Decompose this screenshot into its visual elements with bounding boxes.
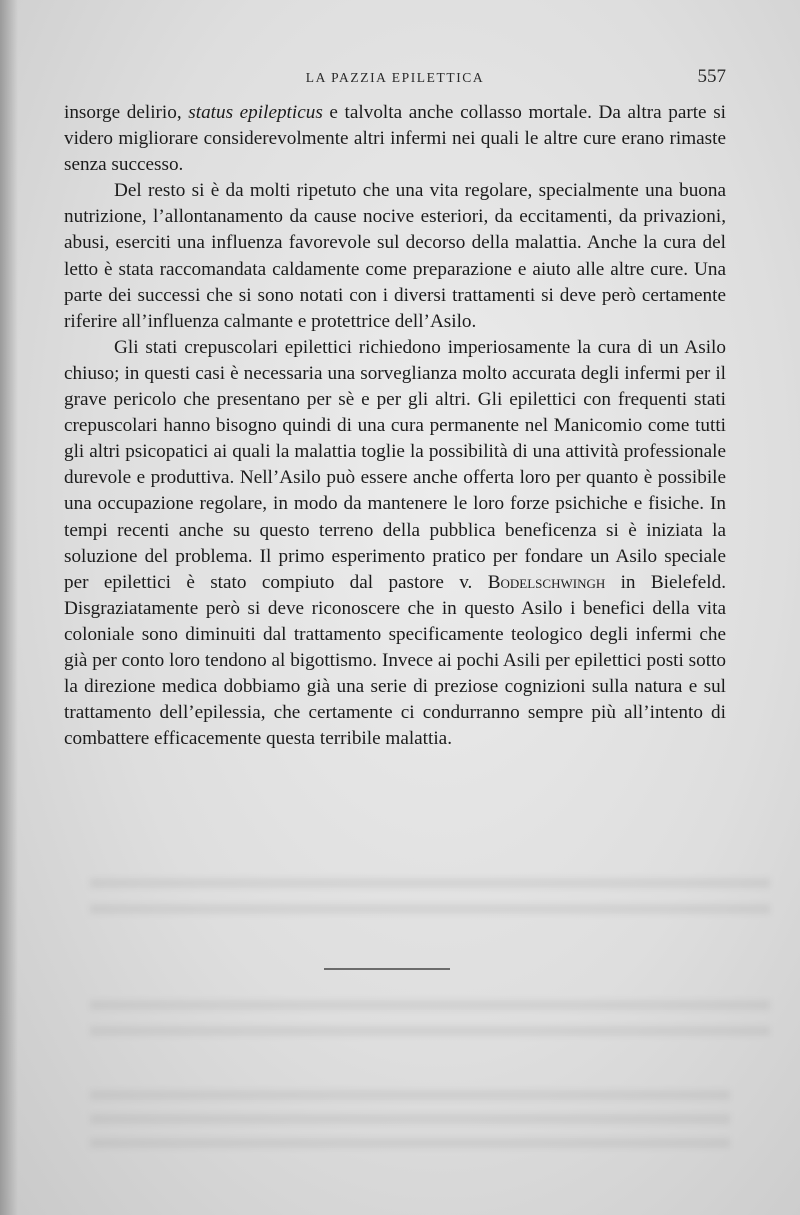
author-name: Bodelschwingh — [487, 571, 606, 593]
page-header — [64, 66, 726, 88]
show-through-bleed — [90, 1090, 730, 1100]
show-through-bleed — [90, 878, 770, 888]
show-through-bleed — [90, 904, 770, 914]
body-text — [64, 100, 726, 752]
show-through-bleed — [90, 1000, 770, 1010]
section-divider — [324, 968, 450, 970]
show-through-bleed — [90, 1026, 770, 1036]
text-segment: Gli stati crepuscolari epilettici richiedono imperiosamente la cura di un Asilo chiuso; in questi casi è necessaria una sorveglianza molto accurata degli infermi per il grave pericolo che presentano per sè e per gli altri. Gli epilettici con frequenti stati crepuscolari hanno bisogno quindi di una cura permanente nel Manicomio come tutti gli altri psicopatici ai quali la malattia toglie la possibilità di una attività professionale durevole e produttiva. Nell’Asilo può essere anche offerta loro per quanto è possibile una occupazione regolare, in modo da mantenere le loro forze psichiche e fisiche. In tempi recenti anche su questo terreno della pubblica beneficenza si è iniziata la soluzione del problema. Il primo esperimento pratico per fondare un Asilo speciale per epilettici è stato compiuto dal pastore v. — [64, 336, 726, 593]
paragraph — [64, 178, 726, 335]
text-segment: insorge delirio, — [64, 102, 189, 123]
show-through-bleed — [90, 1114, 730, 1124]
binding-shadow — [0, 0, 18, 1215]
text-segment: Del resto si è da molti ripetuto che una vita regolare, specialmente una buona nutrizione, l’allontanamento da cause nocive esteriori, da eccitamenti, da privazioni, abusi, eserciti una influenza favorevole sul decorso della malattia. Anche la cura del letto è stata raccomandata caldamente come preparazione e aiuto alle altre cure. Una parte dei successi che si sono notati con i diversi trattamenti si deve però certamente riferire all’influenza calmante e protettrice dell’Asilo. — [64, 180, 726, 332]
running-title: LA PAZZIA EPILETTICA — [305, 70, 485, 85]
paragraph — [64, 335, 726, 753]
italic-term: status epilepticus — [188, 102, 323, 123]
page-number: 557 — [697, 66, 726, 87]
show-through-bleed — [90, 1138, 730, 1148]
paragraph — [64, 100, 726, 178]
text-segment: e talvolta anche collasso mortale. Da altra parte si videro migliorare considerevolmente altri infermi nei quali le altre cure erano rimaste senza successo. — [64, 102, 726, 176]
text-segment: in Bielefeld. Disgraziatamente però si deve riconoscere che in questo Asilo i benefici della vita coloniale sono diminuiti dal trattamento specificamente teologico degli infermi che già per conto loro tendono al bigottismo. Invece ai pochi Asili per epilettici posti sotto la direzione medica dobbiamo già una serie di preziose cognizioni sulla natura e sul trattamento dell’epilessia, che certamente ci condurranno sempre più all’intento di combattere efficacemente questa terribile malattia. — [64, 571, 726, 750]
